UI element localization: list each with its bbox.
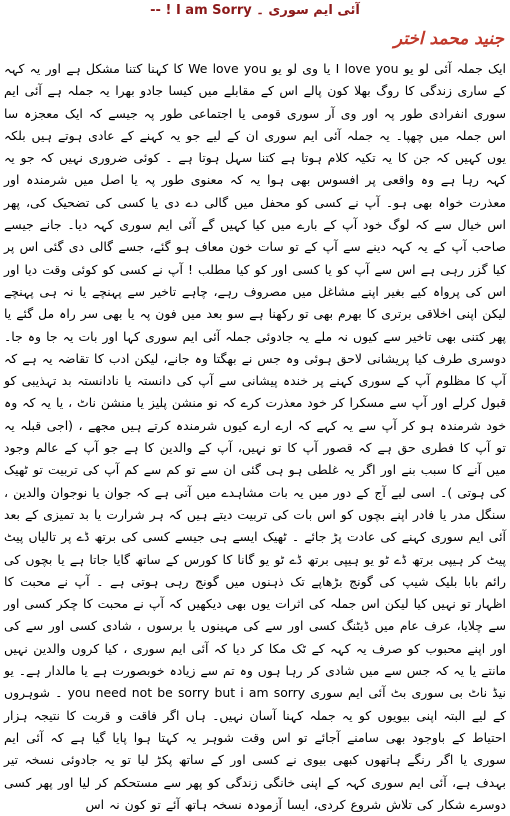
article-title: آئی ایم سوری ۔ I am Sorry ! --	[150, 3, 360, 18]
article-body	[4, 58, 506, 816]
article-paragraph: ایک جملہ آئی لو یو I love you یا وی لو یو We love you کا کہنا کتنا مشکل ہے اور یہ کہہ کے ساری زندگی کا روگ بھلا کون پالے اس کے مقابلے میں کیسا جادو بھرا یہ جملہ ہے آئی ایم سوری انفرادی طور پہ اور وی آر سوری قومی یا اجتماعی طور پہ جیسے کہ ایک معجزہ سا اس جملہ میں چھپا۔ یہ جملہ آئی ایم سوری ان کے لیے جو یہ کہنے کے عادی ہوتے ہیں بلکہ یوں کہیں کہ جن کا یہ تکیہ کلام ہوتا ہے کتنا سہل ہوتا ہے ۔ کوئی ضروری نہیں کہ جو یہ کہہ رہا ہے وہ واقعی پر افسوس بھی ہوا یہ کہ معنوی طور پہ یا اصل میں شرمندہ اور معذرت خواہ بھی ہو۔ آپ نے کسی کو محفل میں گالی دے دی یا کسی کی تضحیک کی، پھر اس خیال سے کہ لوگ خود آپ کے بارے میں کیا کہیں گے آئی ایم سوری کہہ دیا۔ جانے جیسے صاحب آپ کے یہ کہہ دینے سے آپ کے تو سات خون معاف ہو گئے، جسے گالی دی گئی اس پر کیا گزر رہی ہے اس سے آپ کو یا کسی اور کو کیا مطلب ! آپ نے کسی کو کوئی وقت دیا اور اس کی پرواہ کیے بغیر اپنے مشاغل میں مصروف رہے، چاہے تاخیر سے پہنچے یا نہ ہی پہنچے لیکن اپنی اخلاقی برتری کا بھرم بھی تو رکھنا ہے سو بعد میں فون پہ یا بھی سر راہ مل گئے یا پھر کتنی بھی تاخیر سے کیوں نہ ملے یہ جادوئی جملہ آئی ایم سوری کہا اور بات یہ جا وہ جا۔ دوسری طرف کیا پریشانی لاحق ہوئی وہ جس نے بھگتا وہ جانے، لیکن ادب کا تقاضہ یہ ہے کہ آپ کا مظلوم آپ کے سوری کہنے پر خندہ پیشانی سے آپ کی دانستہ یا نادانستہ بد تہذیبی کو قبول کرلے اور آپ سے مسکرا کر خود معذرت کرے کہ نو منشن پلیز یا منشن ناٹ ، یا یہ کہ وہ خود شرمندہ ہو کر آپ سے یہ کہے کہ ارے ارے کیوں شرمندہ کرتے ہیں مجھے ، (اجی قبلہ یہ تو آپ کا فطری حق ہے کہ قصور آپ کا تو نہیں، آپ کے والدین کا ہے جو آپ کے عالم وجود میں آنے کا سبب بنے اور اگر یہ غلطی ہو ہی گئی ان سے تو کم سے کم آپ کی تربیت تو ٹھیک کی ہوتی )۔ اسی لیے آج کے دور میں یہ بات مشاہدے میں آتی ہے کہ جوان یا نوجوان والدین ، سنگل مدر یا فادر اپنے بچوں کو اس بات کی تربیت دیتے ہیں کہ ہر شرارت یا بد تمیزی کے بعد آئی ایم سوری کہنے کی عادت پڑ جائے ۔ ٹھیک ایسے ہی جیسے کسی کی برتھ ڈے پر تالیاں پیٹ پیٹ کر ہیپی برتھ ڈے ٹو یو ہیپی برتھ ڈے ٹو یو گانا کا کورس کے ساتھ گایا جاتا ہے یا بچوں کی رائم بابا بلیک شیپ کی گونج بڑھاپے تک ذہنوں میں گونج رہی ہوتی ہے ۔ آپ نے محبت کا اظہار تو نہیں کیا لیکن اس جملہ کی اثرات یوں بھی دیکھیں کہ آپ نے محبت کا چکر کسی اور سے چلایا، عرف عام میں ڈیٹنگ کسی اور سے کی مہینوں یا برسوں ، شادی کسی اور سے کی اور اپنے محبوب کو صرف یہ کہہ کے ٹک مکا کر دیا کہ آئی ایم سوری ، کیا کروں والدین نہیں مانتے یا یہ کہ جس سے میں شادی کر رہا ہوں وہ تم سے زیادہ خوبصورت ہے یا مالدار ہے۔ یو نیڈ ناٹ بی سوری بٹ آئی ایم سوری you need not be sorry but i am sorry ۔ شوہروں کے لیے البتہ اپنی بیویوں کو یہ جملہ کہنا آسان نہیں۔ ہاں اگر فاقت و قربت کا نتیجہ ہزار احتیاط کے باوجود بھی سامنے آجائے تو اس وقت شوہر یہ کہتا ہوا پایا گیا ہے کہ آئی ایم سوری یا اگر رنگے ہاتھوں کبھی بیوی نے کسی اور کے ساتھ پکڑ لیا تو یہ جادوئی نسخہ تیر بہدف ہے، آئی ایم سوری کہہ کے اپنی خانگی زندگی کو پھر سے مستحکم کر لیا اور پھر کسی دوسرے شکار کی تلاش شروع کردی، ایسا آزمودہ نسخہ ہاتھ آئے تو کون نہ اس	[4, 61, 507, 812]
author-name: جنید محمد اختر	[393, 29, 504, 49]
